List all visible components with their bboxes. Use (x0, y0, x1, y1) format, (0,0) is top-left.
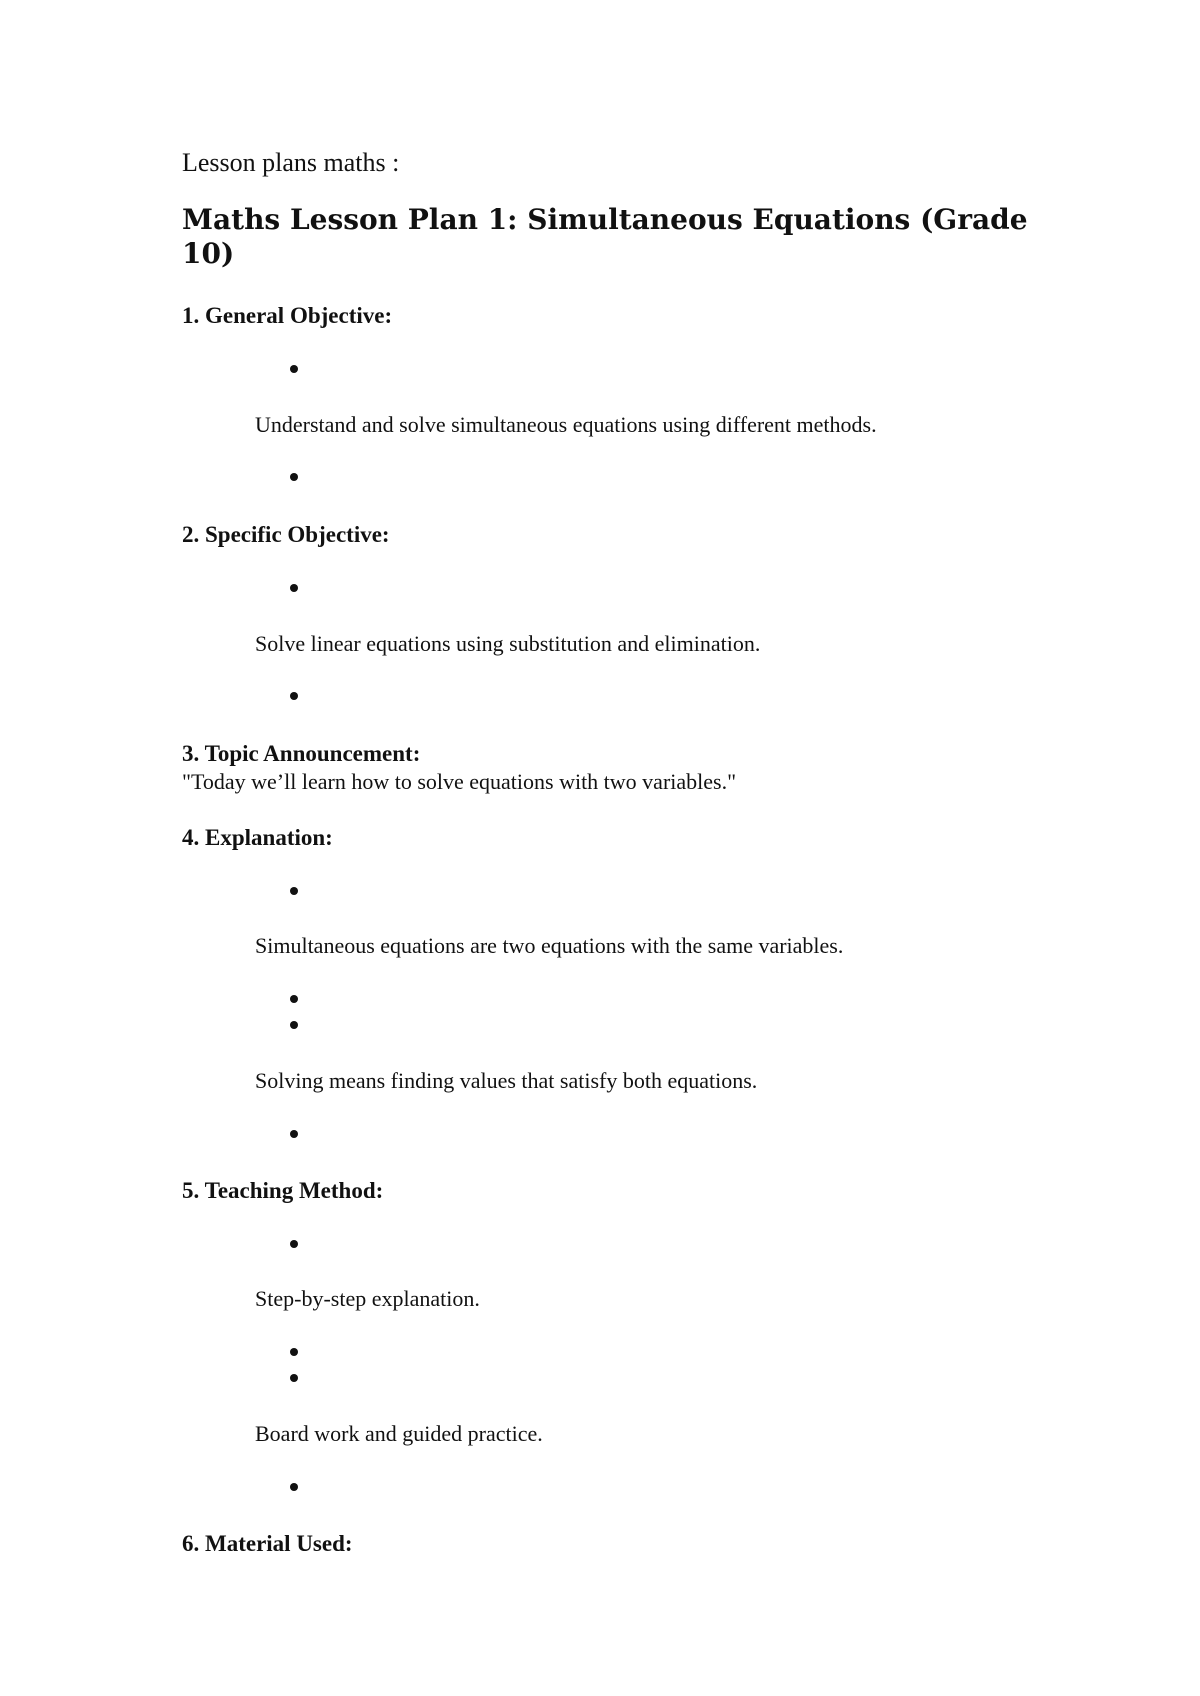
bullet-icon (290, 473, 298, 481)
section-heading-teaching-method: 5. Teaching Method: (182, 1178, 384, 1203)
bullet-icon (290, 1483, 298, 1491)
lesson-plan-title: Maths Lesson Plan 1: Simultaneous Equations (Grade 10) (182, 203, 1028, 270)
section-heading-specific-objective: 2. Specific Objective: (182, 522, 390, 547)
bullet-icon (290, 1374, 298, 1382)
document-label: Lesson plans maths : (182, 148, 400, 177)
section-heading-topic-announcement: 3. Topic Announcement: (182, 741, 421, 766)
bullet-icon (290, 1130, 298, 1138)
bullet-icon (290, 365, 298, 373)
topic-announcement-text: "Today we’ll learn how to solve equations with two variables." (182, 769, 737, 794)
section-heading-general-objective: 1. General Objective: (182, 303, 393, 328)
bullet-icon (290, 1348, 298, 1356)
bullet-icon (290, 692, 298, 700)
bullet-icon (290, 887, 298, 895)
bullet-icon (290, 584, 298, 592)
explanation-item: Simultaneous equations are two equations with the same variables. (255, 933, 844, 958)
bullet-icon (290, 995, 298, 1003)
bullet-icon (290, 1240, 298, 1248)
teaching-method-item: Step-by-step explanation. (255, 1286, 480, 1311)
specific-objective-item: Solve linear equations using substitution and elimination. (255, 631, 761, 656)
teaching-method-item: Board work and guided practice. (255, 1421, 543, 1446)
general-objective-item: Understand and solve simultaneous equations using different methods. (255, 412, 877, 437)
section-heading-explanation: 4. Explanation: (182, 825, 333, 850)
explanation-item: Solving means finding values that satisfy both equations. (255, 1068, 758, 1093)
bullet-icon (290, 1021, 298, 1029)
section-heading-material-used: 6. Material Used: (182, 1531, 353, 1556)
